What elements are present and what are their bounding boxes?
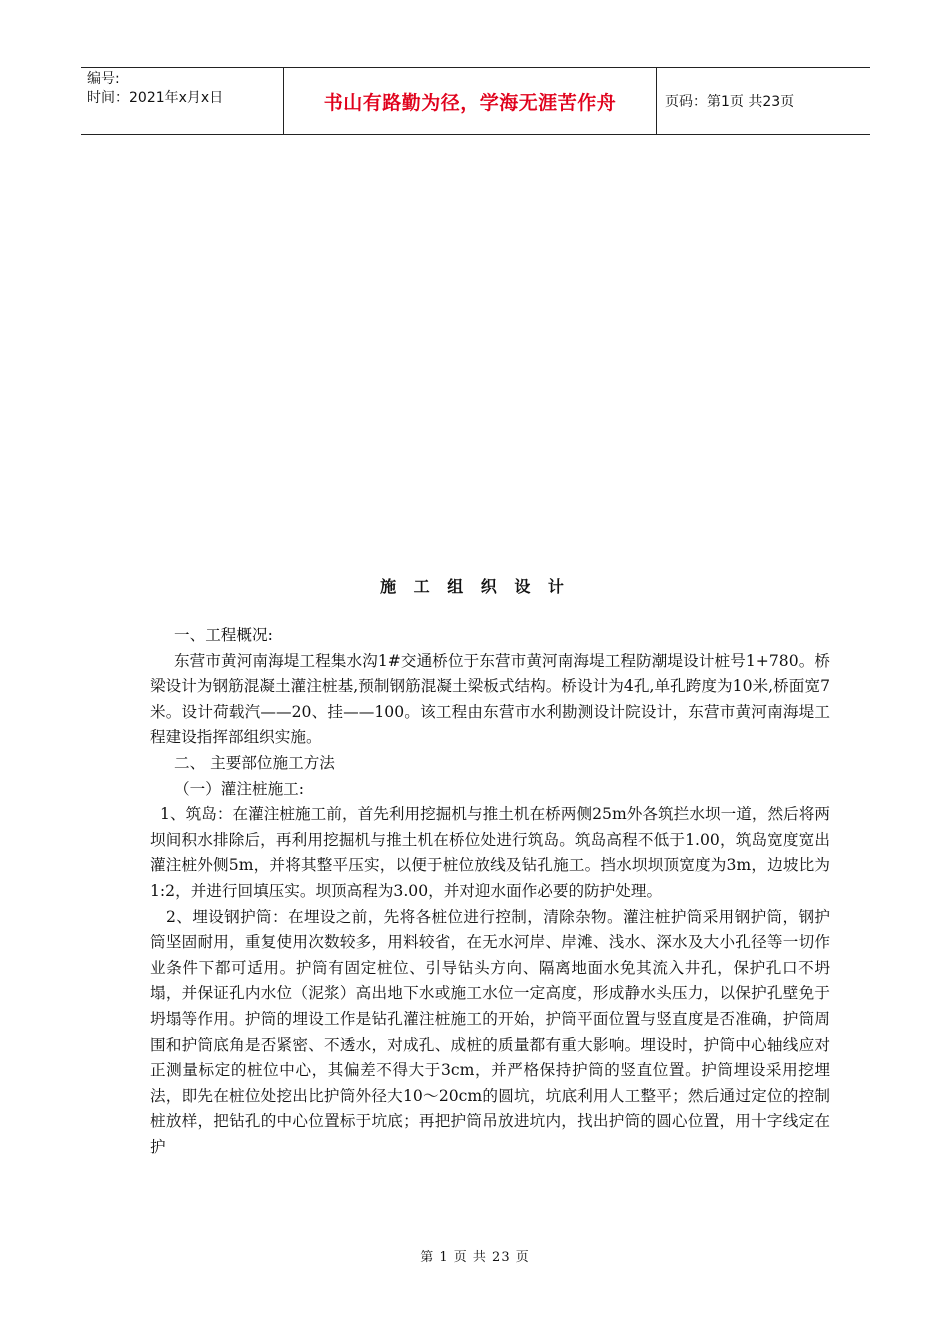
subsection-heading-piles: （一）灌注桩施工: (174, 779, 305, 798)
paragraph-island-building: 1、筑岛：在灌注桩施工前，首先利用挖掘机与推土机在桥两侧25m外各筑拦水坝一道，然后将两坝间积水排除后，再利用挖掘机与推土机在桥位处进行筑岛。筑岛高程不低于1.00，筑岛宽度宽出灌注桩外侧5m，并将其整平压实，以便于桩位放线及钻孔施工。挡水坝坝顶宽度为3m，边坡比为1:2，并进行回填压实。坝顶高程为3.00，并对迎水面作必要的防护处理。 (150, 805, 830, 900)
section-heading-overview: 一、工程概况: (174, 626, 273, 644)
paragraph-steel-casing: 2、埋设钢护筒：在埋设之前，先将各桩位进行控制，清除杂物。灌注桩护筒采用钢护筒，钢护筒坚固耐用，重复使用次数较多，用料较省，在无水河岸、岸滩、浅水、深水及大小孔径等一切作业条件下都可适用。护筒有固定桩位、引导钻头方向、隔离地面水免其流入井孔，保护孔口不坍塌，并保证孔内水位（泥浆）高出地下水或施工水位一定高度，形成静水头压力，以保护孔壁免于坍塌等作用。护筒的埋设工作是钻孔灌注桩施工的开始，护筒平面位置与竖直度是否准确，护筒周围和护筒底角是否紧密、不透水，对成孔、成桩的质量都有重大影响。埋设时，护筒中心轴线应对正测量标定的桩位中心，其偏差不得大于3cm，并严格保持护筒的竖直位置。护筒埋设采用挖埋法，即先在桩位处挖出比护筒外径大10～20cm的圆坑，坑底利用人工整平；然后通过定位的控制桩放样，把钻孔的中心位置标于坑底；再把护筒吊放进坑内，找出护筒的圆心位置，用十字线定在护 (150, 907, 830, 1156)
page-footer: 第 1 页 共 23 页 (420, 1250, 530, 1265)
document-title: 施 工 组 织 设 计 (380, 577, 570, 596)
header-motto: 书山有路勤为径，学海无涯苦作舟 (283, 68, 657, 134)
document-body (150, 623, 830, 1160)
header-meta-cell (81, 68, 283, 134)
paragraph-overview: 东营市黄河南海堤工程集水沟1#交通桥位于东营市黄河南海堤工程防潮堤设计桩号1+780。桥梁设计为钢筋混凝土灌注桩基,预制钢筋混凝土梁板式结构。桥设计为4孔,单孔跨度为10米,桥面宽7米。设计荷载汽——20、挂——100。该工程由东营市水利勘测设计院设计，东营市黄河南海堤工程建设指挥部组织实施。 (150, 651, 830, 747)
document-time-label: 时间：2021年x月x日 (87, 90, 224, 106)
header-page-info: 页码：第1页 共23页 (665, 94, 795, 110)
section-heading-methods: 二、 主要部位施工方法 (174, 753, 335, 772)
document-number-label: 编号: (87, 71, 120, 87)
header-table (81, 67, 870, 135)
